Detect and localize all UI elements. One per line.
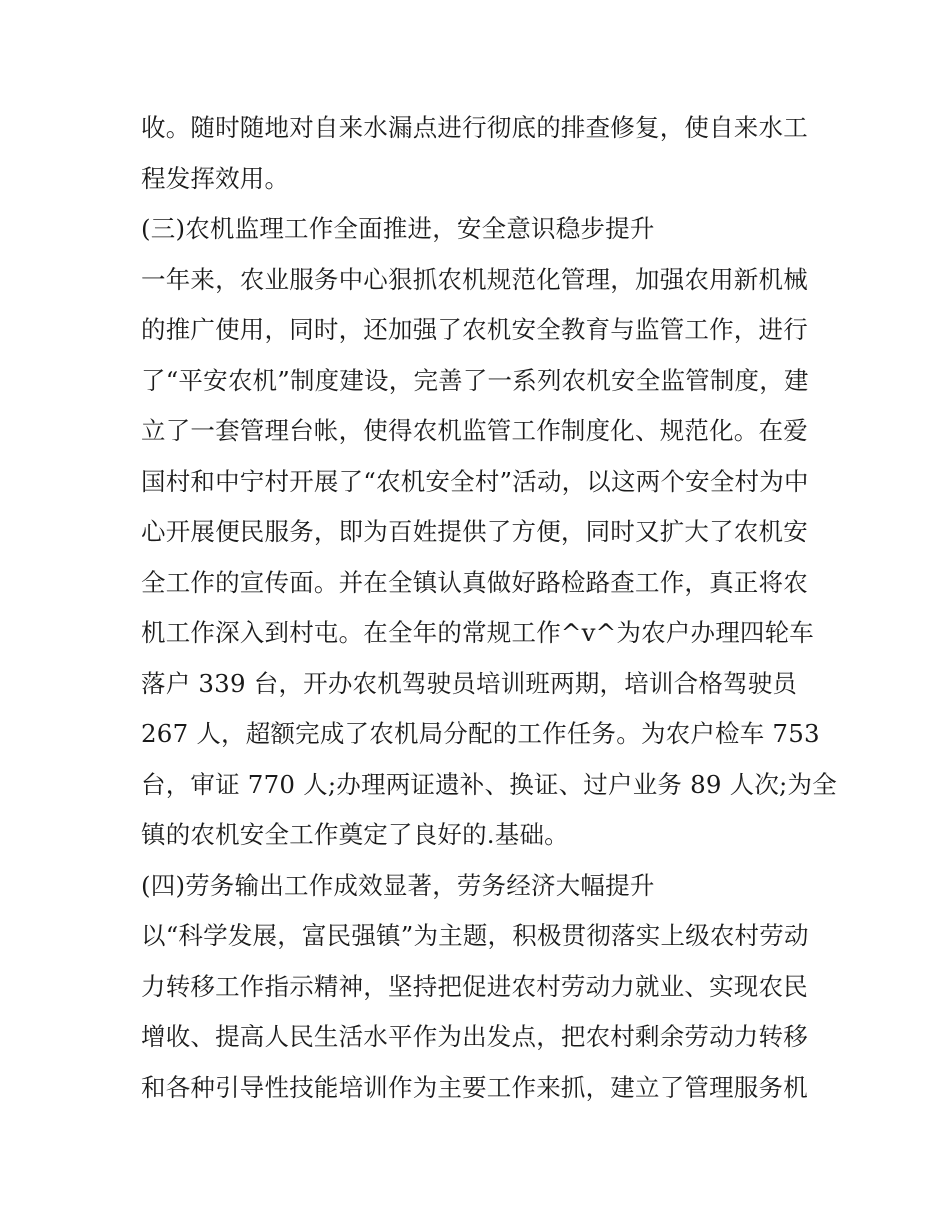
document-body [141,103,837,1113]
text-line: 镇的农机安全工作奠定了良好的.基础。 [141,820,569,849]
text-line: 增收、提高人民生活水平作为出发点，把农村剩余劳动力转移 [141,1022,808,1051]
text-line: 一年来，农业服务中心狠抓农机规范化管理，加强农用新机械 [141,264,808,294]
text-line: 落户 339 台，开办农机驾驶员培训班两期，培训合格驾驶员 [141,668,798,698]
text-line: 台，审证 770 人;办理两证遗补、换证、过户业务 89 人次;为全 [141,769,837,799]
section-heading: (四)劳务输出工作成效显著，劳务经济大幅提升 [141,870,655,900]
text-line: 心开展便民服务，即为百姓提供了方便，同时又扩大了农机安 [141,517,808,546]
text-line: 力转移工作指示精神，坚持把促进农村劳动力就业、实现农民 [141,971,808,1001]
text-line: 国村和中宁村开展了“农机安全村”活动，以这两个安全村为中 [141,466,809,496]
text-line: 机工作深入到村屯。在全年的常规工作^v^为农户办理四轮车 [141,618,814,647]
text-line: 程发挥效用。 [141,163,290,193]
text-line: 以“科学发展，富民强镇”为主题，积极贯彻落实上级农村劳动 [141,921,809,950]
text-line: 267 人，超额完成了农机局分配的工作任务。为农户检车 753 [141,719,820,748]
text-line: 立了一套管理台帐，使得农机监管工作制度化、规范化。在爱 [141,416,808,445]
text-line: 的推广使用，同时，还加强了农机安全教育与监管工作，进行 [141,315,808,344]
text-line: 了“平安农机”制度建设，完善了一系列农机安全监管制度，建 [141,365,809,395]
text-line: 收。随时随地对自来水漏点进行彻底的排查修复，使自来水工 [141,113,808,142]
text-line: 全工作的宣传面。并在全镇认真做好路检路查工作，真正将农 [141,567,808,597]
text-line: 和各种引导性技能培训作为主要工作来抓，建立了管理服务机 [141,1072,808,1102]
section-heading: (三)农机监理工作全面推进，安全意识稳步提升 [141,214,655,243]
